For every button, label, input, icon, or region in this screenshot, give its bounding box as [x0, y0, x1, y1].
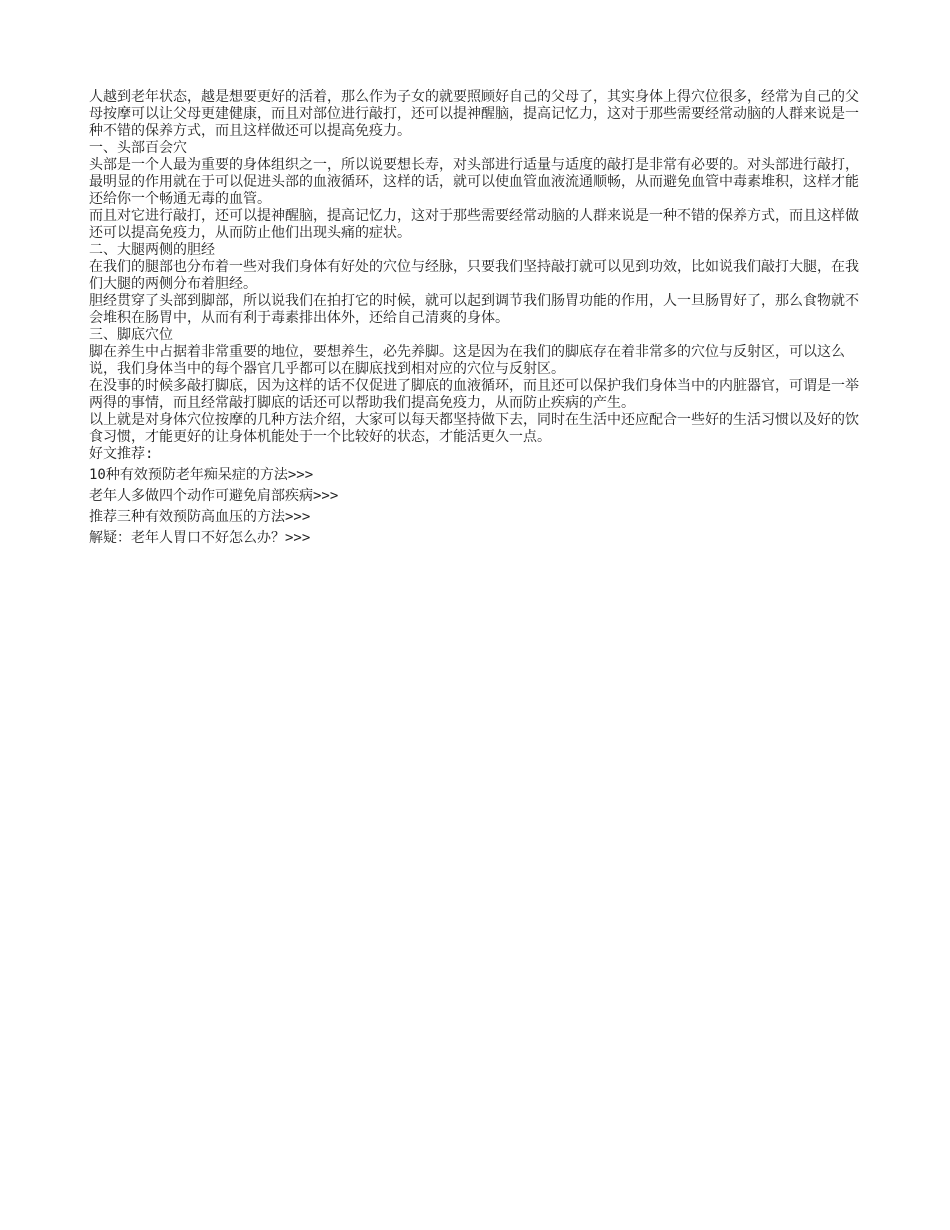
intro-paragraph: 人越到老年状态，越是想要更好的活着，那么作为子女的就要照顾好自己的父母了，其实身体上得穴位很多，经常为自己的父母按摩可以让父母更建健康，而且对部位进行敲打，还可以提神醒脑，提高记忆力，这对于那些需要经常动脑的人群来说是一种不错的保养方式，而且这样做还可以提高免疫力。 — [89, 89, 859, 139]
recommend-link-appetite[interactable]: 解疑：老年人胃口不好怎么办？>>> — [89, 530, 311, 546]
section1-paragraph-1: 头部是一个人最为重要的身体组织之一，所以说要想长寿，对头部进行适量与适度的敲打是非常有必要的。对头部进行敲打，最明显的作用就在于可以促进头部的血液循环，这样的话，就可以使血管血液流通顺畅，从而避免血管中毒素堆积，这样才能还给你一个畅通无毒的血管。 — [89, 157, 859, 207]
section3-paragraph-2: 在没事的时候多敲打脚底，因为这样的话不仅促进了脚底的血液循环，而且还可以保护我们身体当中的内脏器官，可谓是一举两得的事情，而且经常敲打脚底的话还可以帮助我们提高免疫力，从而防止疾病的产生。 — [89, 378, 859, 411]
conclusion-paragraph: 以上就是对身体穴位按摩的几种方法介绍，大家可以每天都坚持做下去，同时在生活中还应配合一些好的生活习惯以及好的饮食习惯，才能更好的让身体机能处于一个比较好的状态，才能活更久一点。 — [89, 412, 859, 445]
recommend-link-dementia[interactable]: 10种有效预防老年痴呆症的方法>>> — [89, 467, 314, 483]
section2-paragraph-1: 在我们的腿部也分布着一些对我们身体有好处的穴位与经脉，只要我们坚持敲打就可以见到功效，比如说我们敲打大腿，在我们大腿的两侧分布着胆经。 — [89, 259, 859, 292]
section-heading-head-acupoint: 一、头部百会穴 — [89, 140, 187, 156]
section3-paragraph-1: 脚在养生中占据着非常重要的地位，要想养生，必先养脚。这是因为在我们的脚底存在着非常多的穴位与反射区，可以这么说，我们身体当中的每个器官几乎都可以在脚底找到相对应的穴位与反射区。 — [89, 344, 845, 377]
section-heading-thigh-meridian: 二、大腿两侧的胆经 — [89, 242, 215, 258]
section2-paragraph-2: 胆经贯穿了头部到脚部，所以说我们在拍打它的时候，就可以起到调节我们肠胃功能的作用，人一旦肠胃好了，那么食物就不会堆积在肠胃中，从而有利于毒素排出体外，还给自己清爽的身体。 — [89, 293, 859, 326]
section1-paragraph-2: 而且对它进行敲打，还可以提神醒脑，提高记忆力，这对于那些需要经常动脑的人群来说是一种不错的保养方式，而且这样做还可以提高免疫力，从而防止他们出现头痛的症状。 — [89, 208, 859, 241]
recommend-link-hypertension[interactable]: 推荐三种有效预防高血压的方法>>> — [89, 509, 311, 525]
article-page — [89, 89, 859, 550]
section-heading-foot-acupoint: 三、脚底穴位 — [89, 327, 173, 343]
recommend-link-list — [89, 466, 859, 547]
recommend-label: 好文推荐: — [89, 446, 154, 462]
recommend-link-shoulder[interactable]: 老年人多做四个动作可避免肩部疾病>>> — [89, 488, 339, 504]
